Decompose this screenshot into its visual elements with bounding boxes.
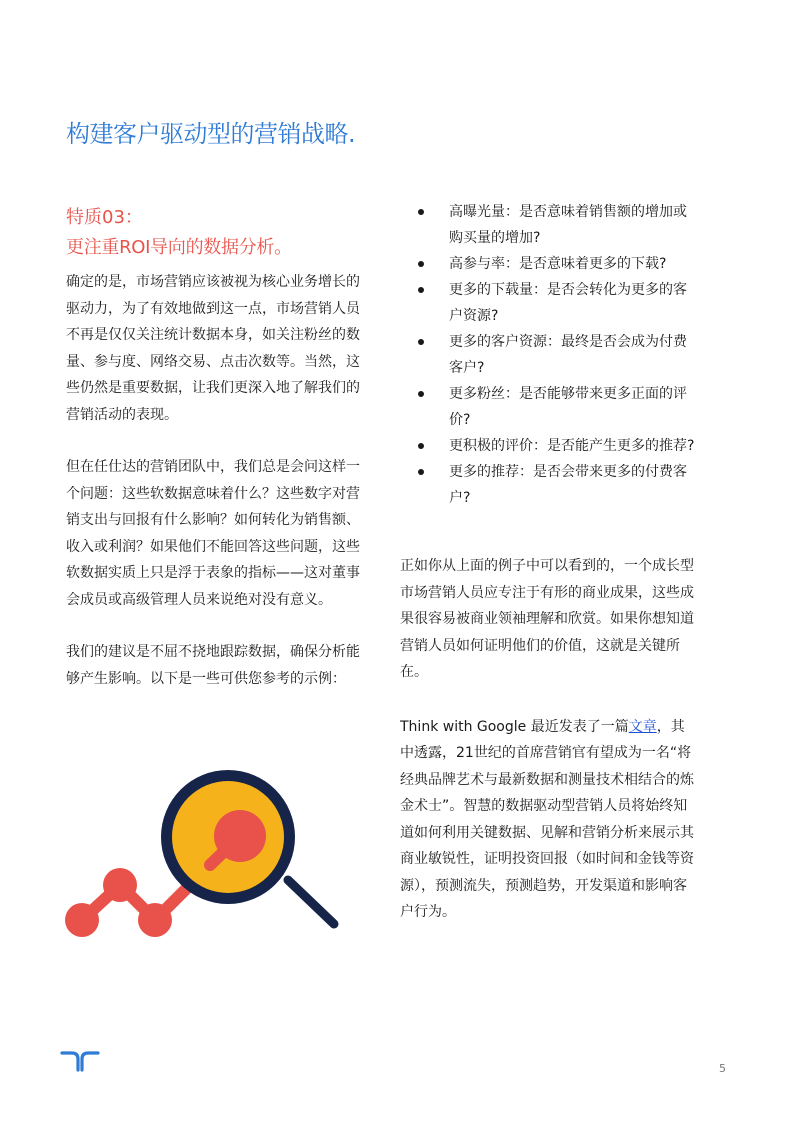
left-column: [66, 203, 360, 692]
right-column: [400, 199, 698, 926]
paragraph-google: Think with Google 最近发表了一篇文章，其中透露，21世纪的首席营销官有望成为一名“将经典品牌艺术与最新数据和测量技术相结合的炼金术士”。智慧的数据驱动型营销人员将始终知道如何利用关键数据、见解和营销分析来展示其商业敏锐性，证明投资回报（如时间和金钱等资源），预测流失，预测趋势，开发渠道和影响客户行为。: [400, 718, 694, 920]
bullet-dot-icon: [418, 339, 424, 345]
list-item: 更多的推荐：是否会带来更多的付费客户?: [400, 459, 698, 511]
bullet-dot-icon: [418, 391, 424, 397]
list-item: 更多的客户资源：最终是否会成为付费客户?: [400, 329, 698, 381]
feature-label: 特质03：: [66, 207, 143, 228]
paragraph-question: 但在任仕达的营销团队中，我们总是会问这样一个问题：这些软数据意味着什么？这些数字对营销支出与回报有什么影响？如何转化为销售额、收入或利润？如果他们不能回答这些问题，这些软数据实质上只是浮于表象的指标——这对董事会成员或高级管理人员来说绝对没有意义。: [66, 459, 360, 608]
list-item: 高曝光量：是否意味着销售额的增加或购买量的增加?: [400, 199, 698, 251]
trend-point: [65, 903, 99, 937]
magnifier-handle: [288, 880, 334, 924]
bullet-dot-icon: [418, 469, 424, 475]
paragraph-conclusion: 正如你从上面的例子中可以看到的，一个成长型市场营销人员应专注于有形的商业成果，这些成果很容易被商业领袖理解和欣赏。如果你想知道营销人员如何证明他们的价值，这就是关键所在。: [400, 558, 694, 680]
example-list: [400, 199, 698, 511]
company-logo-icon: [60, 1050, 100, 1072]
trend-point: [103, 868, 137, 902]
bullet-dot-icon: [418, 287, 424, 293]
bullet-dot-icon: [418, 443, 424, 449]
article-link[interactable]: 文章: [628, 718, 657, 735]
list-item: 更多的下载量：是否会转化为更多的客户资源?: [400, 277, 698, 329]
page-number: 5: [719, 1062, 726, 1075]
magnifier-chart-icon: [60, 760, 345, 950]
bullet-dot-icon: [418, 261, 424, 267]
feature-title: 更注重ROI导向的数据分析。: [66, 237, 292, 258]
paragraph-intro: 确定的是，市场营销应该被视为核心业务增长的驱动力，为了有效地做到这一点，市场营销人员不再是仅仅关注统计数据本身，如关注粉丝的数量、参与度、网络交易、点击次数等。当然，这些仍然是重要数据，让我们更深入地了解我们的营销活动的表现。: [66, 274, 360, 423]
paragraph-advice: 我们的建议是不屈不挠地跟踪数据，确保分析能够产生影响。以下是一些可供您参考的示例：: [66, 644, 360, 687]
list-item: 更多粉丝：是否能够带来更多正面的评价?: [400, 381, 698, 433]
page-title: 构建客户驱动型的营销战略.: [66, 120, 356, 148]
list-item: 更积极的评价：是否能产生更多的推荐?: [400, 433, 698, 459]
bullet-dot-icon: [418, 209, 424, 215]
trend-point: [138, 903, 172, 937]
list-item: 高参与率：是否意味着更多的下载?: [400, 251, 698, 277]
